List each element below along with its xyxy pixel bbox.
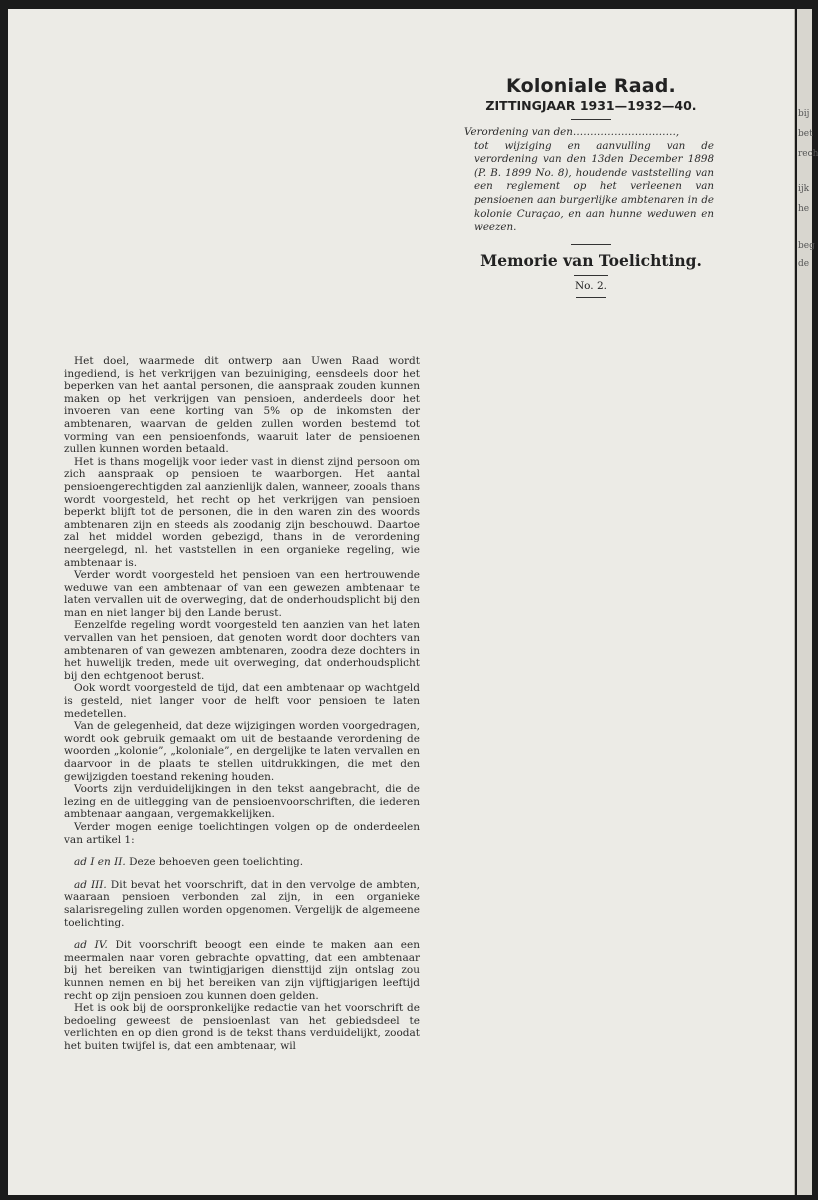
adjacent-page-edge xyxy=(797,9,818,1195)
session-year: ZITTINGJAAR 1931—1932—40. xyxy=(485,98,697,113)
memorie-heading: Memorie van Toelichting. xyxy=(480,250,702,270)
edge-fragment: de xyxy=(798,259,810,269)
paragraph: Verder wordt voorgesteld het pensioen van een hertrouwende weduwe van een ambtenaar of van een gewezen ambtenaar te laten vervallen uit de overweging, dat de onderhoudsplicht bij den man en niet langer bij den Lande berust. xyxy=(64,569,420,619)
paragraph xyxy=(64,879,420,929)
ordinance-description xyxy=(464,126,714,235)
paragraph xyxy=(64,856,420,869)
divider xyxy=(574,275,608,276)
section-text: Dit bevat het voorschrift, dat in den vervolge de ambten, waaraan pensioen verbonden zal zijn, in een organieke salarisregeling zullen worden opgenomen. Vergelijk de algemeene toelichting. xyxy=(64,878,420,929)
section-text: Dit voorschrift beoogt een einde te maken aan een meermalen naar voren gebrachte opvatting, dat een ambtenaar bij het bereiken van twintigjarigen diensttijd zijn ontslag zou kunnen nemen en bij het bereiken van zijn vijftigjarigen leeftijd recht op zijn pensioen zou kunnen doen gelden. xyxy=(64,939,420,1002)
document-page xyxy=(8,9,795,1195)
paragraph: Van de gelegenheid, dat deze wijzigingen worden voorgedragen, wordt ook gebruik gemaakt om uit de bestaande verordening de woorden „kolonie”, „koloniale”, en dergelijke te laten vervallen en daarvoor in de plaats te stellen uitdrukkingen, die met den gewijzigden toestand rekening houden. xyxy=(64,720,420,783)
paragraph: Het is ook bij de oorspronkelijke redactie van het voorschrift de bedoeling geweest de pensioenlast van het gebiedsdeel te verlichten en op dien grond is de tekst thans verduidelijkt, zoodat het buiten twijfel is, dat een ambtenaar, wil xyxy=(64,1002,420,1052)
paragraph: Voorts zijn verduidelijkingen in den tekst aangebracht, die de lezing en de uitlegging van de pensioenvoorschriften, die iederen ambtenaar aangaan, vergemakkelijken. xyxy=(64,783,420,821)
paragraph: Het doel, waarmede dit ontwerp aan Uwen Raad wordt ingediend, is het verkrijgen van bezuiniging, eensdeels door het beperken van het aantal personen, die aanspraak zouden kunnen maken op het verkrijgen van pensioen, anderdeels door het invoeren van eene korting van 5% op de inkomsten der ambtenaren, waarvan de gelden zullen worden bestemd tot vorming van een pensioenfonds, waaruit later de pensioenen zullen kunnen worden betaald. xyxy=(64,355,420,456)
edge-fragment: beg xyxy=(798,241,815,251)
section-label: ad IV. xyxy=(74,939,108,952)
edge-fragment: he xyxy=(798,204,810,214)
page-header xyxy=(464,75,714,303)
edge-fragment: bet xyxy=(798,129,813,139)
divider xyxy=(571,244,611,245)
divider xyxy=(576,297,606,298)
section-label: ad I en II. xyxy=(74,856,126,869)
divider xyxy=(571,119,611,120)
section-text: Deze behoeven geen toelichting. xyxy=(129,856,304,869)
document-number: No. 2. xyxy=(574,279,608,292)
paragraph: Ook wordt voorgesteld de tijd, dat een ambtenaar op wachtgeld is gesteld, niet langer voor de helft voor pensioen te laten medetellen. xyxy=(64,682,420,720)
edge-fragment: ijk xyxy=(798,184,810,194)
body-text xyxy=(64,355,420,1052)
edge-fragment: bij xyxy=(798,109,810,119)
paragraph: Het is thans mogelijk voor ieder vast in dienst zijnd persoon om zich aanspraak op pensioen te waarborgen. Het aantal pensioengerechtigden zal aanzienlijk dalen, wanneer, zooals thans wordt voorgesteld, het recht op het verkrijgen van pensioen beperkt blijft tot de personen, die in den waren zin des woords ambtenaren zijn en steeds als zoodanig zijn beschouwd. Daartoe zal het middel worden gebezigd, thans in de verordening neergelegd, nl. het vaststellen in een organieke regeling, wie ambtenaar is. xyxy=(64,455,420,569)
paragraph xyxy=(64,939,420,1002)
section-label: ad III. xyxy=(74,878,107,891)
paragraph: Verder mogen eenige toelichtingen volgen op de onderdeelen van artikel 1: xyxy=(64,820,420,846)
ordinance-first-line: Verordening van den…………………………, xyxy=(464,126,680,138)
ordinance-text: tot wijziging en aanvulling van de verordening van den 13den December 1898 (P. B. 1899 No. 8), houdende vaststelling van een reglement op het verleenen van pensioenen aan burgerlijke ambtenaren in de kolonie Curaçao, en aan hunne weduwen en weezen. xyxy=(474,139,714,234)
paragraph: Eenzelfde regeling wordt voorgesteld ten aanzien van het laten vervallen van het pensioen, dat genoten wordt door dochters van ambtenaren of van gewezen ambtenaren, zoodra deze dochters in het huwelijk treden, mede uit overweging, dat onderhoudsplicht bij den echtgenoot berust. xyxy=(64,619,420,682)
document-title: Koloniale Raad. xyxy=(506,75,676,97)
edge-fragment: rech xyxy=(798,149,818,159)
